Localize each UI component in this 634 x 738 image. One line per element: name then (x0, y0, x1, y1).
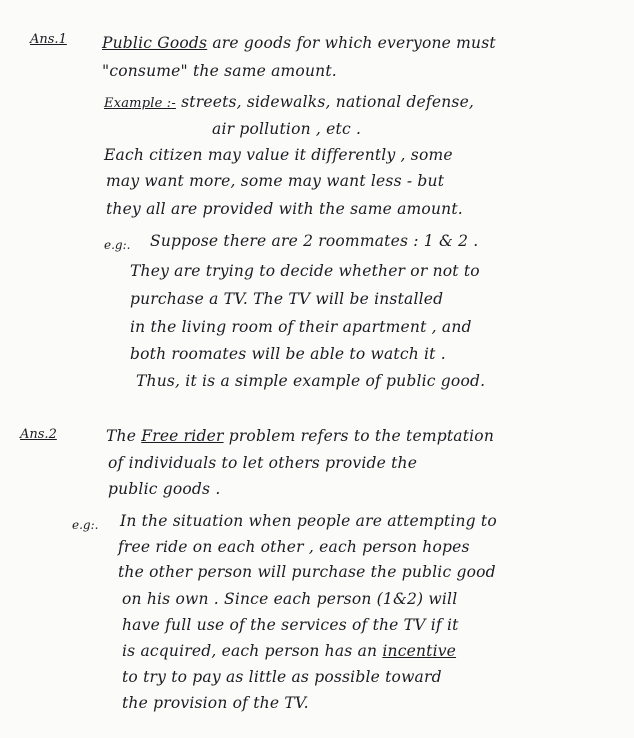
answer-1-eg-line-2: They are trying to decide whether or not to (130, 262, 480, 280)
free-rider-line-3: public goods . (108, 480, 221, 498)
free-rider-line-2: of individuals to let others provide the (108, 454, 418, 472)
answer-2-eg-line-6 (122, 642, 456, 660)
explanation-line-3: they all are provided with the same amount. (106, 200, 463, 218)
answer-2-eg-line-8: the provision of the TV. (122, 694, 309, 712)
examples-list-1: streets, sidewalks, national defense, (181, 93, 475, 111)
incentive-term: incentive (382, 642, 457, 660)
answer-1-eg-label: e.g:. (104, 238, 131, 252)
explanation-line-2: may want more, some may want less - but (106, 172, 445, 190)
free-rider-line-1-start: The (106, 427, 137, 445)
free-rider-line-1-end: problem refers to the temptation (228, 427, 495, 445)
free-rider-term: Free rider (141, 427, 224, 445)
answer-1-eg-line-3: purchase a TV. The TV will be installed (130, 290, 444, 308)
examples-line-2: air pollution , etc . (212, 120, 362, 138)
answer-2-eg-line-3: the other person will purchase the public good (118, 563, 496, 581)
definition-line-1 (102, 34, 496, 52)
answer-1-eg-line-6: Thus, it is a simple example of public good. (136, 372, 486, 390)
answer-2-eg-line-6-text: is acquired, each person has an (122, 642, 378, 660)
answer-2-eg-line-2: free ride on each other , each person hopes (118, 538, 470, 556)
answer-2-eg-label: e.g:. (72, 518, 99, 532)
answer-1-eg-line-5: both roomates will be able to watch it . (130, 345, 446, 363)
definition-line-2: "consume" the same amount. (102, 62, 337, 80)
answer-2-eg-line-5: have full use of the services of the TV if it (122, 616, 459, 634)
example-label: Example :- (104, 96, 176, 111)
public-goods-term: Public Goods (102, 34, 208, 52)
answer-1-eg-line-4: in the living room of their apartment , and (130, 318, 472, 336)
examples-line-1 (104, 93, 474, 111)
answer-2-eg-line-7: to try to pay as little as possible toward (122, 668, 442, 686)
answer-1-eg-line-1: Suppose there are 2 roommates : 1 & 2 . (150, 232, 479, 250)
answer-2-eg-line-1: In the situation when people are attempting to (120, 512, 497, 530)
free-rider-line-1 (106, 427, 494, 445)
answer-2-eg-line-4: on his own . Since each person (1&2) will (122, 590, 458, 608)
answer-1-label: Ans.1 (30, 32, 67, 47)
definition-line-1-rest: are goods for which everyone must (212, 34, 496, 52)
explanation-line-1: Each citizen may value it differently , some (104, 146, 453, 164)
answer-2-label: Ans.2 (20, 427, 57, 442)
